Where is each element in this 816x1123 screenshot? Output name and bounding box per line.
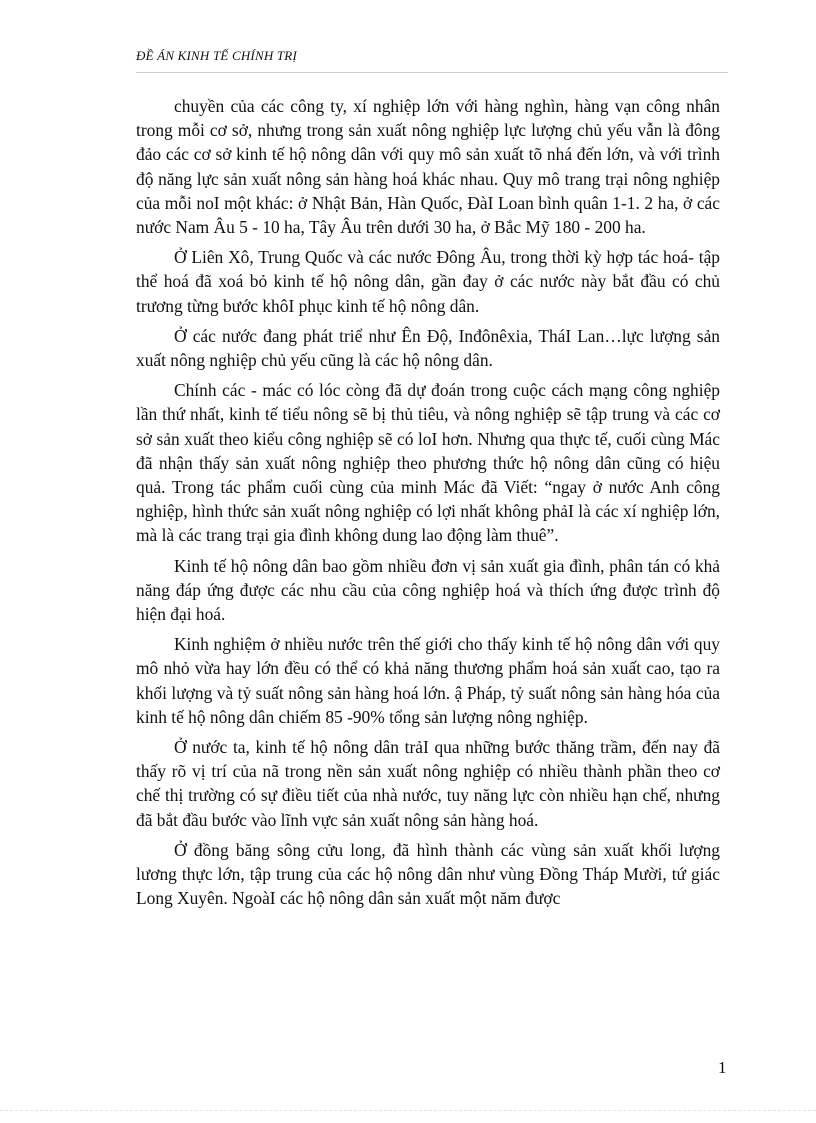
paragraph: Ở Liên Xô, Trung Quốc và các nước Đông Âu, trong thời kỳ hợp tác hoá- tập thể hoá đã xoá bỏ kinh tế hộ nông dân, gần đay ở các nước này bắt đầu có chủ trương từng bước khôI phục kinh tế hộ nông dân. — [136, 247, 720, 316]
header-divider — [136, 72, 728, 73]
paragraph: Ở đồng băng sông cửu long, đã hình thành các vùng sản xuất khối lượng lương thực lớn, tập trung của các hộ nông dân như vùng Đồng Tháp Mười, tứ giác Long Xuyên. NgoàI các hộ nông dân sản xuất một năm được — [136, 839, 720, 909]
page-header-title: ĐỀ ÁN KINH TẾ CHÍNH TRỊ — [136, 48, 297, 63]
paragraph: Chính các - mác có lóc còng đã dự đoán trong cuộc cách mạng công nghiệp lần thứ nhất, kinh tế tiểu nông sẽ bị thủ tiêu, và nông nghiệp sẽ tập trung và các cơ sở sản xuất theo kiểu công nghiệp sẽ có loI hơn. Nhưng qua thực tế, cuối cùng Mác đã nhận thấy sản xuất nông nghiệp theo phương thức hộ nông dân cũng có hiệu quả. Trong tác phẩm cuối cùng của minh Mác đã Viết: “ngay ở nước Anh công nghiệp, hình thức sản xuất nông nghiệp có lợi nhất không phảI là các xí nghiệp lớn, mà là các trang trại gia đình không dung lao động làm thuê”. — [136, 380, 720, 546]
paragraph: Ở nước ta, kinh tế hộ nông dân trảI qua những bước thăng trầm, đến nay đã thấy rõ vị trí của nã trong nền sản xuất nông nghiệp có nhiều thành phần theo cơ chế thị trường có sự điều tiết của nhà nước, tuy năng lực còn nhiều hạn chế, nhưng đã bắt đầu bước vào lĩnh vực sản xuất nông sản hàng hoá. — [136, 737, 720, 830]
page-number: 1 — [718, 1058, 727, 1077]
paragraph-continuation: chuyền của các công ty, xí nghiệp lớn với hàng nghìn, hàng vạn công nhân trong mỗi cơ sở, nhưng trong sản xuất nông nghiệp lực lượng chủ yếu vẫn là đông đảo các cơ sở kinh tế hộ nông dân với quy mô sản xuất tõ nhá đến lớn, và với trình độ năng lực sản xuất nông sản hàng hoá khác nhau. Quy mô trang trại nông nghiệp của mỗi noI một khác: ở Nhật Bản, Hàn Quốc, ĐàI Loan bình quân 1-1. 2 ha, ở các nước Nam Âu 5 - 10 ha, Tây Âu trên dưới 30 ha, ở Bắc Mỹ 180 - 200 ha. — [136, 96, 720, 238]
paragraph: Kinh tế hộ nông dân bao gồm nhiều đơn vị sản xuất gia đình, phân tán có khả năng đáp ứng được các nhu cầu của công nghiệp hoá và thích ứng được trình độ hiện đại hoá. — [136, 555, 720, 625]
paragraph: Kinh nghiệm ở nhiều nước trên thế giới cho thấy kinh tế hộ nông dân với quy mô nhỏ vừa hay lớn đều có thể có khả năng thương phẩm hoá sản xuất cao, tạo ra khối lượng và tỷ suất nông sản hàng hoá lớn. ậ Pháp, tỷ suất nông sản hàng hóa của kinh tế hộ nông dân chiếm 85 -90% tổng sản lượng nông nghiệp. — [136, 634, 720, 727]
paragraph: Ở các nước đang phát triể như Ên Độ, Inđônêxia, TháI Lan…lực lượng sản xuất nông nghiệp chủ yếu cũng là các hộ nông dân. — [136, 325, 720, 371]
page-bottom-divider — [0, 1110, 816, 1111]
document-body — [136, 94, 720, 917]
